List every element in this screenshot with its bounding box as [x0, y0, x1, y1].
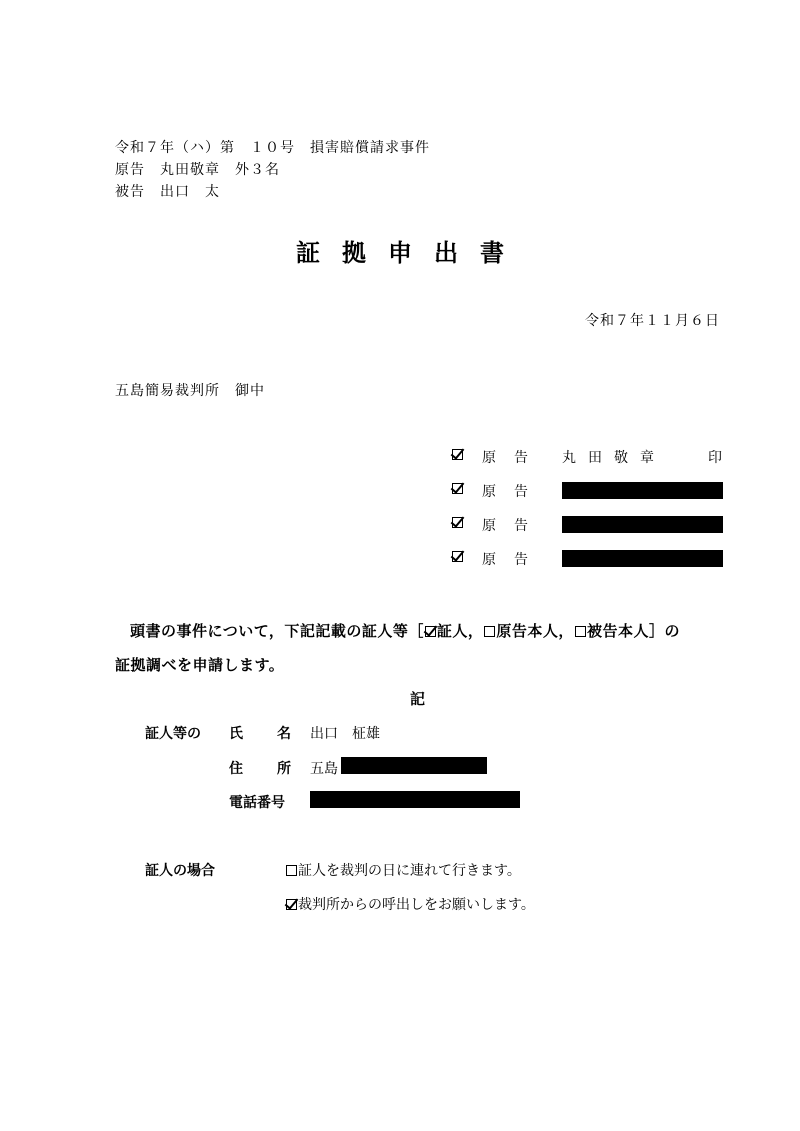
option-defendant: 被告本人］の — [586, 622, 680, 640]
option-witness: 証人， — [436, 622, 484, 640]
case-number: 令和７年（ハ）第 １０号 損害賠償請求事件 — [115, 140, 430, 156]
party-role: 原告 — [482, 484, 546, 500]
witness-address-label: 住 所 — [229, 761, 293, 777]
party-row — [452, 481, 732, 501]
checkbox-checked-icon[interactable] — [452, 449, 463, 460]
request-prefix: 頭書の事件について，下記記載の証人等［ — [130, 622, 424, 640]
party-row — [452, 515, 732, 535]
witness-section-label: 証人等の — [145, 726, 201, 742]
defendant-line: 被告 出口 太 — [115, 184, 220, 200]
redaction-bar — [310, 791, 520, 808]
party-role: 原告 — [482, 518, 546, 534]
witness-name-value: 出口 柾雄 — [310, 726, 380, 742]
party-role: 原告 — [482, 450, 546, 466]
witness-phone-label: 電話番号 — [229, 795, 285, 811]
witness-case-option-1 — [285, 860, 521, 880]
option-1-text: 証人を裁判の日に連れて行きます。 — [298, 863, 521, 879]
seal-mark: 印 — [708, 450, 722, 466]
document-title: 証拠申出書 — [296, 238, 526, 267]
redaction-bar — [562, 482, 723, 499]
option-plaintiff: 原告本人， — [496, 622, 574, 640]
ki-heading: 記 — [410, 690, 426, 708]
witness-address-value: 五島 — [310, 761, 338, 777]
plaintiff-line: 原告 丸田敬章 外３名 — [115, 162, 280, 178]
redaction-bar — [341, 757, 487, 774]
checkbox-unchecked-icon[interactable] — [484, 626, 495, 637]
party-name: 丸田敬章 — [562, 450, 666, 466]
request-line-1 — [130, 620, 680, 641]
party-role: 原告 — [482, 552, 546, 568]
request-line-2: 証拠調べを申請します。 — [115, 656, 285, 674]
redaction-bar — [562, 516, 723, 533]
option-2-text: 裁判所からの呼出しをお願いします。 — [298, 897, 535, 913]
checkbox-checked-icon[interactable] — [452, 483, 463, 494]
checkbox-checked-icon[interactable] — [286, 899, 297, 910]
witness-case-option-2 — [285, 894, 535, 914]
checkbox-unchecked-icon[interactable] — [286, 865, 297, 876]
checkbox-unchecked-icon[interactable] — [575, 626, 586, 637]
party-row — [452, 447, 732, 467]
redaction-bar — [562, 550, 723, 567]
court-addressee: 五島簡易裁判所 御中 — [115, 383, 265, 399]
checkbox-checked-icon[interactable] — [452, 517, 463, 528]
document-date: 令和７年１１月６日 — [585, 313, 720, 329]
witness-name-label: 氏 名 — [229, 726, 293, 742]
witness-case-label: 証人の場合 — [145, 863, 215, 879]
checkbox-checked-icon[interactable] — [452, 551, 463, 562]
party-row — [452, 549, 732, 569]
checkbox-checked-icon[interactable] — [425, 626, 436, 637]
